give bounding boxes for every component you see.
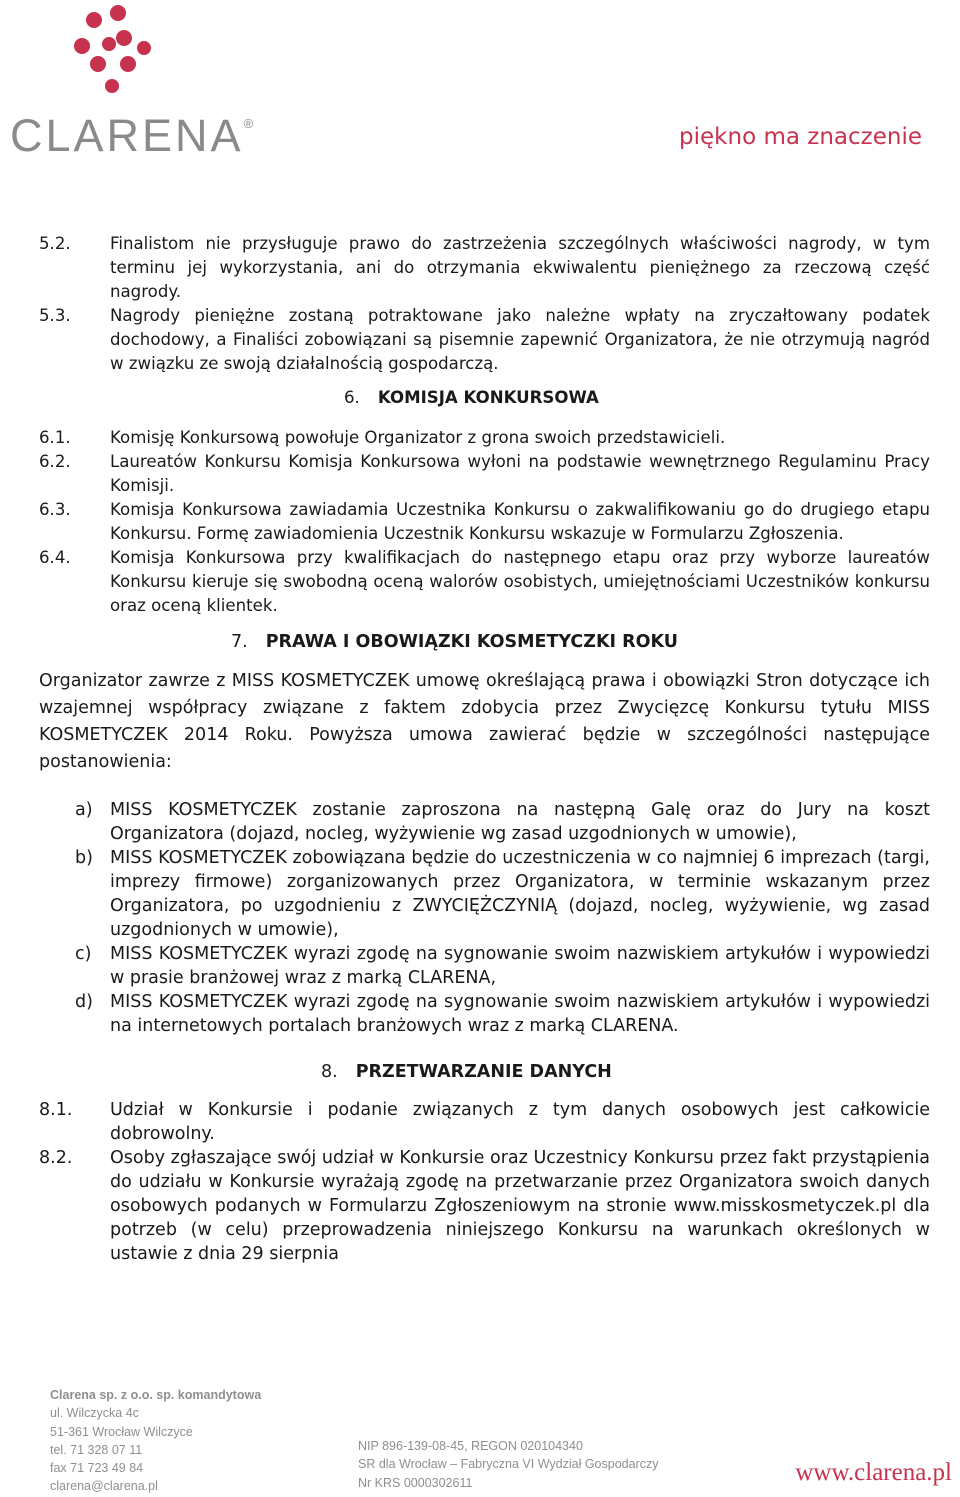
brand-tagline: piękno ma znaczenie xyxy=(679,124,922,150)
paragraph-number: 6.1. xyxy=(39,428,71,447)
footer-court: SR dla Wrocław – Fabryczna VI Wydział Gospodarczy xyxy=(358,1457,659,1472)
footer-company: Clarena sp. z o.o. sp. komandytowa xyxy=(50,1388,262,1402)
list-item xyxy=(39,942,930,990)
section-title: PRAWA I OBOWIĄZKI KOSMETYCZKI ROKU xyxy=(265,632,678,652)
section-heading xyxy=(344,386,930,410)
paragraph-number: 8.1. xyxy=(39,1100,73,1120)
list-label: b) xyxy=(75,848,93,868)
intro-paragraph: Organizator zawrze z MISS KOSMETYCZEK umowę określającą prawa i obowiązki Stron dotyczące ich wzajemnej współpracy związane z faktem zdobycia przez Zwycięzcę Konkursu tytułu MISS KOSMETYCZEK 2014 Roku. Powyższa umowa zawierać będzie w szczególności następujące postanowienia: xyxy=(39,671,930,772)
numbered-paragraph xyxy=(39,450,930,498)
paragraph-text: Laureatów Konkursu Komisja Konkursowa wyłoni na podstawie wewnętrznego Regulaminu Pracy Komisji. xyxy=(110,452,930,495)
paragraph-text: Komisję Konkursową powołuje Organizator z grona swoich przedstawicieli. xyxy=(110,428,726,447)
list-label: c) xyxy=(75,944,92,964)
footer-fax: fax 71 723 49 84 xyxy=(50,1461,144,1476)
flower-icon xyxy=(4,4,244,114)
paragraph-text: Komisja Konkursowa zawiadamia Uczestnika Konkursu o zakwalifikowaniu go do drugiego etapu Konkursu. Formę zawiadomienia Uczestnik Konkursu wskazuje w Formularzu Zgłoszenia. xyxy=(110,500,930,543)
list-item xyxy=(39,990,930,1038)
list-text: MISS KOSMETYCZEK wyrazi zgodę na sygnowanie swoim nazwiskiem artykułów i wypowiedzi w prasie branżowej wraz z marką CLARENA, xyxy=(110,944,930,988)
list-item xyxy=(39,798,930,846)
paragraph-text: Komisja Konkursowa przy kwalifikacjach do następnego etapu oraz przy wyborze laureatów Konkursu kieruje się swobodną oceną walorów osobistych, umiejętnościami Uczestników konkursu oraz oceną klientek. xyxy=(110,548,930,615)
numbered-paragraph xyxy=(39,304,930,376)
section-title: PRZETWARZANIE DANYCH xyxy=(355,1062,612,1082)
footer-registry xyxy=(358,1437,658,1492)
footer-contact xyxy=(50,1386,261,1496)
section-number: 8. xyxy=(321,1062,338,1082)
paragraph-number: 5.2. xyxy=(39,234,71,253)
document-body xyxy=(39,232,930,1266)
obligations-list xyxy=(39,798,930,1038)
paragraph-text: Osoby zgłaszające swój udział w Konkursie oraz Uczestnicy Konkursu przez fakt przystąpienia do udziału w Konkursie wyrażają zgodę na przetwarzanie przez Organizatora swoich danych osobowych podanych w Formularzu Zgłoszeniowym na stronie www.misskosmetyczek.pl dla potrzeb (w celu) przeprowadzenia niniejszego Konkursu na warunkach określonych w ustawie z dnia 29 sierpnia xyxy=(110,1148,930,1264)
list-text: MISS KOSMETYCZEK wyrazi zgodę na sygnowanie swoim nazwiskiem artykułów i wypowiedzi na internetowych portalach branżowych wraz z marką CLARENA. xyxy=(110,992,930,1036)
list-text: MISS KOSMETYCZEK zostanie zaproszona na następną Galę oraz do Jury na koszt Organizatora (dojazd, nocleg, wyżywienie wg zasad uzgodnionych w umowie), xyxy=(110,800,930,844)
numbered-paragraph xyxy=(39,232,930,304)
numbered-paragraph xyxy=(39,426,930,450)
section-number: 7. xyxy=(231,632,248,652)
brand-wordmark: CLARENA® xyxy=(10,110,254,161)
paragraph-number: 6.2. xyxy=(39,452,71,471)
section-heading xyxy=(321,1060,930,1084)
section-heading xyxy=(231,630,930,654)
numbered-paragraph xyxy=(39,1098,930,1146)
clarena-logo xyxy=(4,4,254,161)
footer-tel: tel. 71 328 07 11 xyxy=(50,1442,143,1457)
section-number: 6. xyxy=(344,388,360,407)
footer-nip: NIP 896-139-08-45, REGON 020104340 xyxy=(358,1439,583,1453)
paragraph-text: Udział w Konkursie i podanie związanych z tym danych osobowych jest całkowicie dobrowolny. xyxy=(110,1100,930,1144)
section-title: KOMISJA KONKURSOWA xyxy=(377,388,599,407)
footer-street: ul. Wilczycka 4c xyxy=(50,1406,139,1421)
paragraph-number: 5.3. xyxy=(39,306,71,325)
footer-email[interactable]: clarena@clarena.pl xyxy=(50,1479,158,1494)
paragraph-number: 8.2. xyxy=(39,1148,73,1168)
list-item xyxy=(39,846,930,942)
paragraph-number: 6.3. xyxy=(39,500,71,519)
numbered-paragraph xyxy=(39,498,930,546)
paragraph-number: 6.4. xyxy=(39,548,71,567)
list-label: d) xyxy=(75,992,93,1012)
paragraph-text: Finalistom nie przysługuje prawo do zastrzeżenia szczególnych właściwości nagrody, w tym terminu jej wykorzystania, ani do otrzymania ekwiwalentu pieniężnego za rzeczową część nagrody. xyxy=(110,234,930,301)
list-label: a) xyxy=(75,800,93,820)
numbered-paragraph xyxy=(39,1146,930,1266)
footer-krs: Nr KRS 0000302611 xyxy=(358,1475,473,1490)
numbered-paragraph xyxy=(39,546,930,618)
paragraph-text: Nagrody pieniężne zostaną potraktowane jako należne wpłaty na zryczałtowany podatek dochodowy, a Finaliści zobowiązani są pisemnie zapewnić Organizatora, że nie otrzymują nagród w związku ze swoją działalnością gospodarczą. xyxy=(110,306,930,373)
footer-city: 51-361 Wrocław Wilczyce xyxy=(50,1424,193,1439)
list-text: MISS KOSMETYCZEK zobowiązana będzie do uczestniczenia w co najmniej 6 imprezach (targi, imprezy firmowe) zorganizowanych przez Organizatora, w terminie wskazanym przez Organizatora, po uzgodnieniu z ZWYCIĘŻCZYNIĄ (dojazd, nocleg, wyżywienie, wg zasad uzgodnionych w umowie), xyxy=(110,848,930,940)
footer-website-link[interactable]: www.clarena.pl xyxy=(795,1459,952,1486)
